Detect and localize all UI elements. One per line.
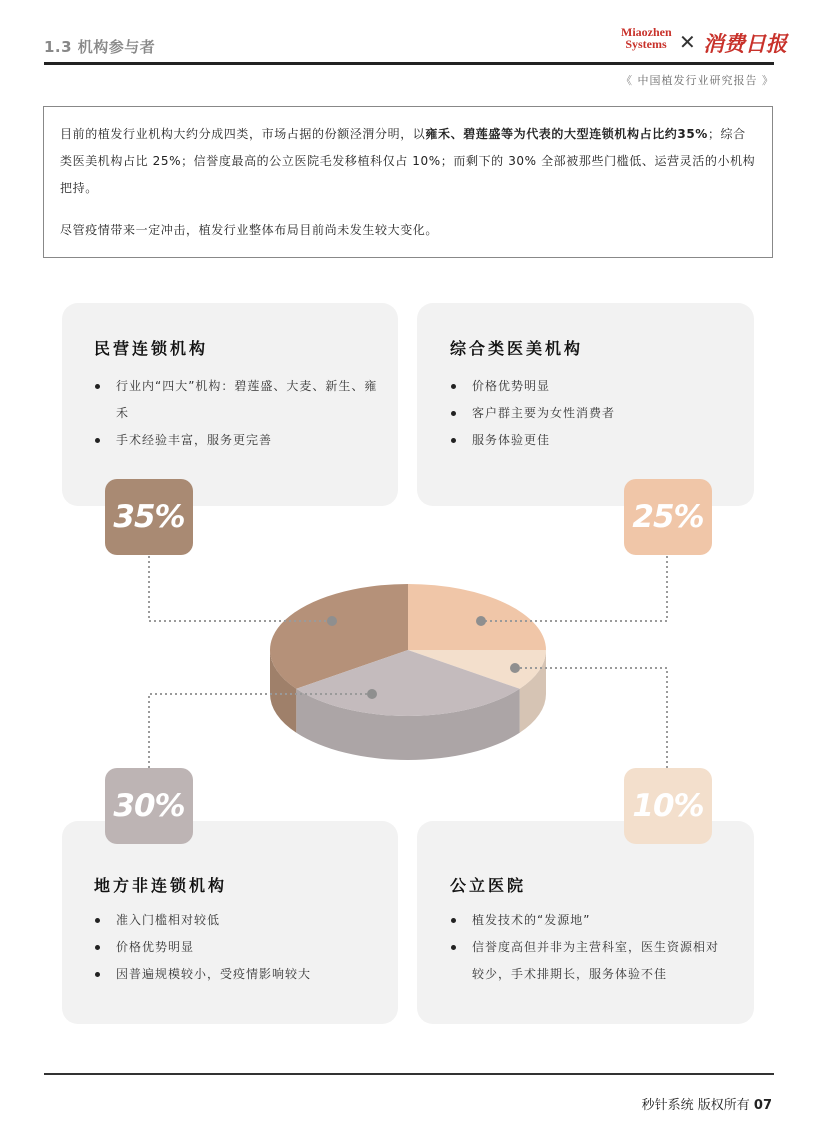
copyright: 秒针系统 版权所有 xyxy=(641,1098,750,1113)
page-number: 07 xyxy=(753,1098,772,1113)
miaozhen-logo-line2: Systems xyxy=(625,37,667,51)
intro-paragraph-2: 尽管疫情带来一定冲击，植发行业整体布局目前尚未发生较大变化。 xyxy=(60,223,439,237)
list-item: 客户群主要为女性消费者 xyxy=(450,400,740,427)
intro-text-bold: 雍禾、碧莲盛等为代表的大型连锁机构占比约35% xyxy=(425,127,708,141)
list-item: 手术经验丰富，服务更完善 xyxy=(94,427,384,454)
list-item: 价格优势明显 xyxy=(450,373,740,400)
card-title: 综合类医美机构 xyxy=(450,339,584,358)
card-title: 地方非连锁机构 xyxy=(94,876,228,895)
list-item: 信誉度高但并非为主营科室，医生资源相对较少，手术排期长，服务体验不佳 xyxy=(450,934,730,988)
list-item: 准入门槛相对较低 xyxy=(94,907,384,934)
intro-text-b: ；综合类医美机构占比 25%；信誉度最高的公立医院毛发移植科仅占 10%；而剩下的 30% 全部被那些门槛低、运营灵活的小机构把持。 xyxy=(60,127,756,195)
percent-badge-local-nonchain: 30% xyxy=(105,768,193,844)
connector-local-nonchain-dot xyxy=(367,689,377,699)
list-item: 价格优势明显 xyxy=(94,934,384,961)
percent-badge-private-chain: 35% xyxy=(105,479,193,555)
connector-public-hospital-dot xyxy=(510,663,520,673)
list-item: 行业内“四大”机构：碧莲盛、大麦、新生、雍禾 xyxy=(94,373,384,427)
footer xyxy=(642,1094,772,1113)
card-title: 公立医院 xyxy=(450,876,527,895)
connector-private-chain-dot xyxy=(327,616,337,626)
miaozhen-logo-line1: Miaozhen xyxy=(621,25,672,39)
intro-text-a: 目前的植发行业机构大约分成四类，市场占据的份额泾渭分明，以 xyxy=(60,127,426,141)
footer-divider xyxy=(44,1073,774,1075)
consumer-daily-logo: 消费日报 xyxy=(703,31,787,56)
percent-badge-medical-beauty: 25% xyxy=(624,479,712,555)
list-item: 服务体验更佳 xyxy=(450,427,740,454)
pie-slice-medical_beauty xyxy=(408,584,546,650)
list-item: 植发技术的“发源地” xyxy=(450,907,730,934)
list-item: 因普遍规模较小，受疫情影响较大 xyxy=(94,961,384,988)
card-title: 民营连锁机构 xyxy=(94,339,209,358)
percent-badge-public-hospital: 10% xyxy=(624,768,712,844)
report-name: 《 中国植发行业研究报告 》 xyxy=(621,74,774,87)
section-title: 1.3 机构参与者 xyxy=(44,38,156,56)
cross-icon: ✕ xyxy=(679,30,696,54)
connector-medical-beauty-dot xyxy=(476,616,486,626)
